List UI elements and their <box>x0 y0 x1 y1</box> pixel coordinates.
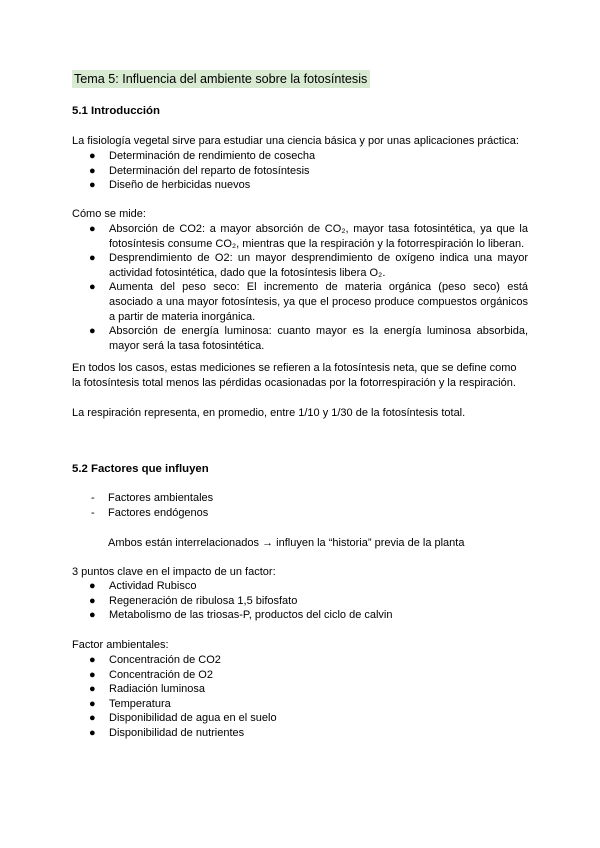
respiration-paragraph: La respiración representa, en promedio, entre 1/10 y 1/30 de la fotosíntesis total. <box>72 407 466 419</box>
list-item-text: Determinación del reparto de fotosíntesis <box>109 164 310 177</box>
bullet-icon: ● <box>89 252 96 265</box>
intro-paragraph: La fisiología vegetal sirve para estudiar una ciencia básica y por unas aplicaciones práctica: <box>72 135 519 147</box>
bullet-icon: ● <box>89 697 96 710</box>
applications-list <box>72 149 528 193</box>
list-item-text: Factores endógenos <box>108 506 209 519</box>
bullet-icon: ● <box>89 580 96 592</box>
bullet-icon: ● <box>89 325 96 338</box>
section-heading-factores: 5.2 Factores que influyen <box>72 463 209 475</box>
bullet-icon: ● <box>89 726 96 739</box>
list-item <box>72 682 528 697</box>
list-item <box>72 491 528 506</box>
page-title: Tema 5: Influencia del ambiente sobre la fotosíntesis <box>72 70 370 88</box>
bullet-icon: ● <box>89 712 96 725</box>
measure-label: Cómo se mide: <box>72 208 146 220</box>
list-item <box>72 711 528 726</box>
list-item <box>72 726 528 741</box>
factors-list <box>72 491 528 520</box>
bullet-icon: ● <box>89 654 96 666</box>
list-item <box>72 668 528 683</box>
list-item <box>72 697 528 712</box>
bullet-icon: ● <box>89 594 96 607</box>
list-item <box>72 178 528 193</box>
list-item <box>72 324 528 353</box>
list-item-text: Metabolismo de las triosas-P, productos del ciclo de calvin <box>109 609 393 622</box>
list-item <box>72 653 528 668</box>
list-item-text: Absorción de CO2: a mayor absorción de CO₂, mayor tasa fotosintética, ya que la fotosíntesis consume CO₂, mientras que la respiración y la fotorrespiración lo liberan. <box>109 223 528 250</box>
bullet-icon: ● <box>89 223 96 235</box>
list-item-text: Determinación de rendimiento de cosecha <box>109 150 316 162</box>
dash-icon: - <box>91 506 95 519</box>
env-factors-list <box>72 653 528 741</box>
list-item <box>72 579 528 594</box>
list-item <box>72 506 528 521</box>
bullet-icon: ● <box>89 281 96 294</box>
list-item-text: Concentración de CO2 <box>109 654 221 666</box>
list-item-text: Factores ambientales <box>108 492 214 504</box>
list-item-text: Temperatura <box>109 697 171 710</box>
bullet-icon: ● <box>89 668 96 681</box>
bullet-icon: ● <box>89 150 96 162</box>
section-heading-introduccion: 5.1 Introducción <box>72 105 160 117</box>
env-factors-label: Factor ambientales: <box>72 639 169 651</box>
list-item-text: Desprendimiento de O2: un mayor desprendimiento de oxígeno indica una mayor actividad fotosintética, dado que la fotosíntesis libera O₂. <box>109 252 528 279</box>
list-item-text: Actividad Rubisco <box>109 580 197 592</box>
net-photosynthesis-line-2: la fotosíntesis total menos las pérdidas ocasionadas por la fotorrespiración y la respiración. <box>72 377 516 389</box>
list-item-text: Diseño de herbicidas nuevos <box>109 179 251 192</box>
list-item <box>72 280 528 324</box>
list-item <box>72 222 528 251</box>
bullet-icon: ● <box>89 164 96 177</box>
measures-list <box>72 222 528 353</box>
list-item-text: Disponibilidad de nutrientes <box>109 726 245 739</box>
bullet-icon: ● <box>89 683 96 696</box>
bullet-icon: ● <box>89 609 96 622</box>
list-item-text: Regeneración de ribulosa 1,5 bifosfato <box>109 594 298 607</box>
list-item-text: Disponibilidad de agua en el suelo <box>109 712 277 725</box>
keypoints-label: 3 puntos clave en el impacto de un factor: <box>72 566 276 578</box>
list-item-text: Radiación luminosa <box>109 683 205 696</box>
list-item <box>72 164 528 179</box>
keypoints-list <box>72 579 528 623</box>
list-item <box>72 608 528 623</box>
dash-icon: - <box>91 492 95 504</box>
list-item-text: Absorción de energía luminosa: cuanto mayor es la energía luminosa absorbida, mayor será la tasa fotosintética. <box>109 325 528 352</box>
list-item <box>72 594 528 609</box>
list-item-text: Aumenta del peso seco: El incremento de materia orgánica (peso seco) está asociado a una mayor fotosíntesis, ya que el proceso produce compuestos orgánicos a partir de materia inorgánica. <box>109 281 528 323</box>
list-item <box>72 149 528 164</box>
interrelated-note: Ambos están interrelacionados → influyen la “historia” previa de la planta <box>108 537 465 549</box>
bullet-icon: ● <box>89 179 96 192</box>
list-item <box>72 251 528 280</box>
net-photosynthesis-line-1: En todos los casos, estas mediciones se refieren a la fotosíntesis neta, que se define como <box>72 362 517 374</box>
list-item-text: Concentración de O2 <box>109 668 213 681</box>
